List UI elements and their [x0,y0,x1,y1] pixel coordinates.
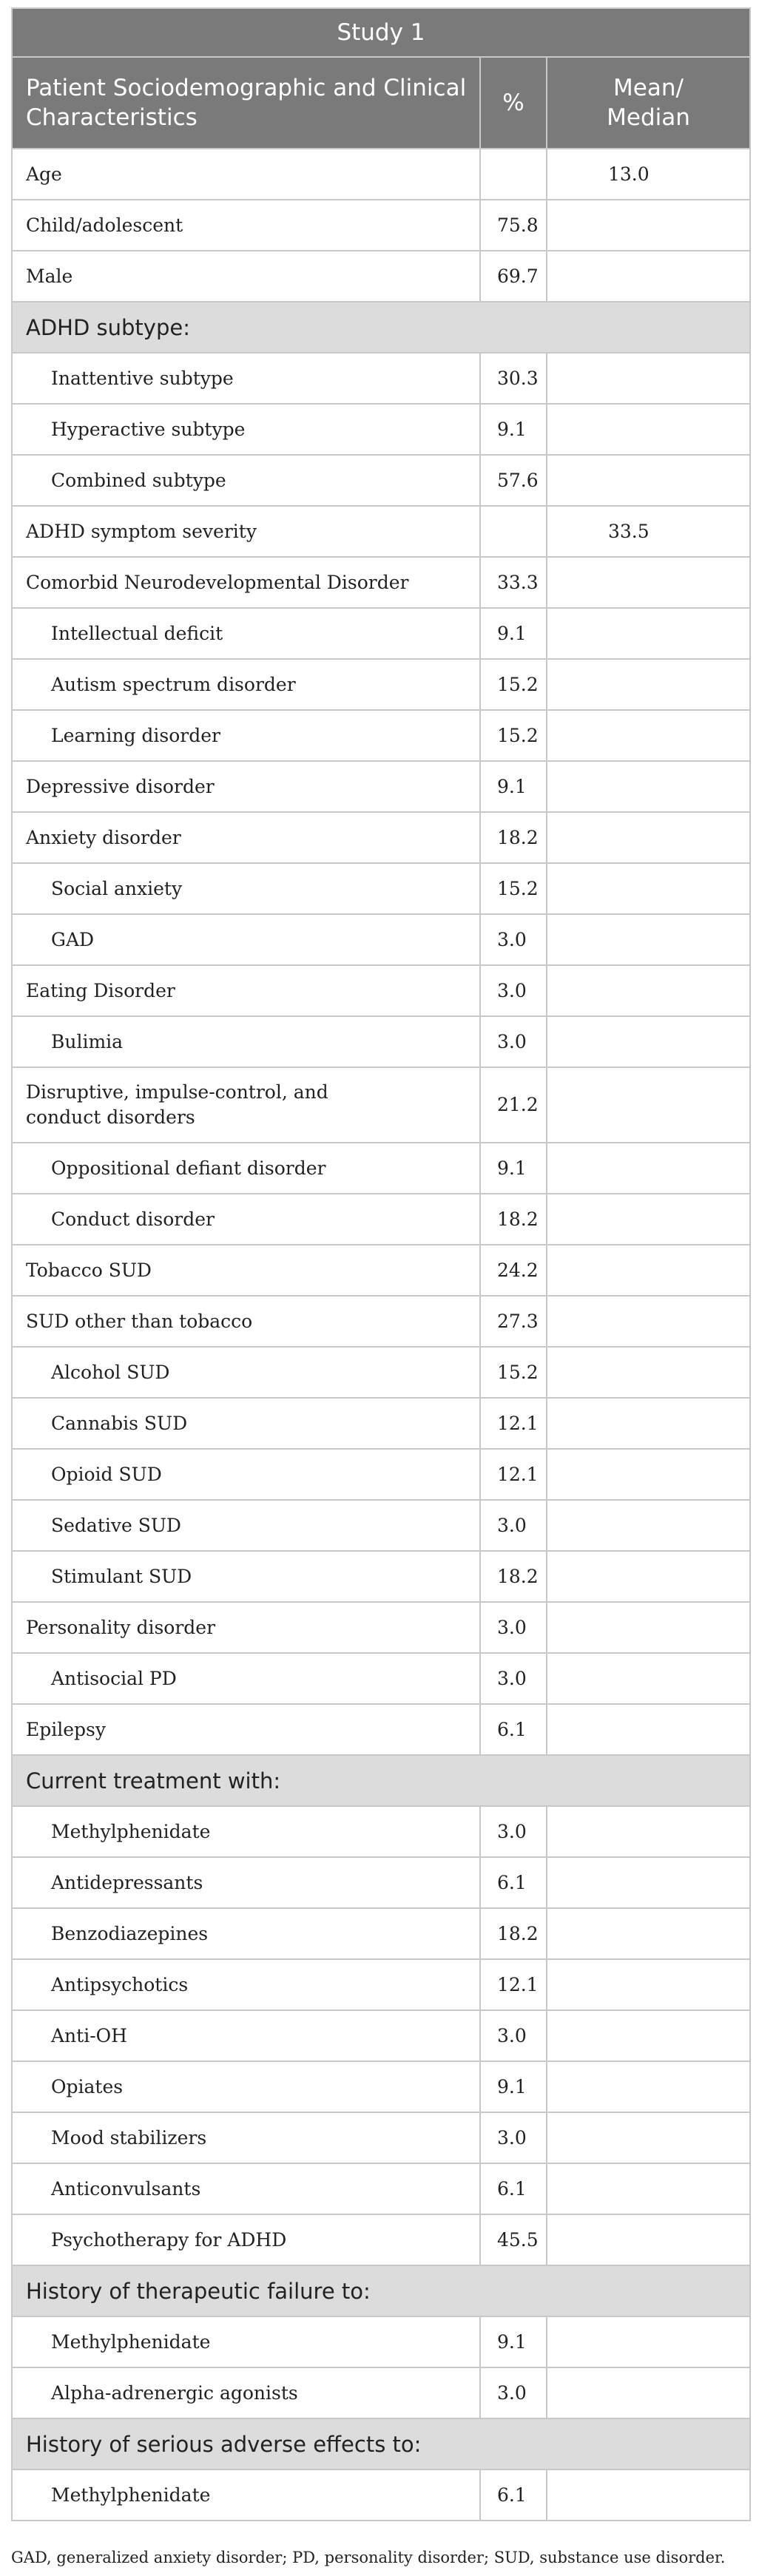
row-label: Disruptive, impulse-control, and conduct disorders [12,1067,480,1143]
row-percent: 12.1 [480,1398,547,1449]
row-label: Child/adolescent [12,200,480,251]
table-row [12,1908,750,1959]
row-mean-median [547,2367,750,2418]
row-percent: 69.7 [480,251,547,302]
section-header-row [12,302,750,353]
table-row [12,404,750,455]
row-mean-median [547,1067,750,1143]
table-row [12,914,750,965]
row-mean-median [547,1908,750,1959]
row-mean-median [547,1194,750,1245]
row-percent: 21.2 [480,1067,547,1143]
row-percent: 3.0 [480,914,547,965]
row-label: Comorbid Neurodevelopmental Disorder [12,557,480,608]
row-percent: 15.2 [480,1347,547,1398]
row-percent: 6.1 [480,1857,547,1908]
table-row [12,761,750,812]
table-row [12,2010,750,2061]
row-percent: 9.1 [480,2061,547,2112]
row-percent: 3.0 [480,2367,547,2418]
table-row [12,200,750,251]
table-row [12,1500,750,1551]
row-mean-median [547,1653,750,1704]
row-percent: 45.5 [480,2214,547,2265]
row-label: Tobacco SUD [12,1245,480,1296]
row-mean-median [547,1016,750,1067]
row-label: Methylphenidate [12,2316,480,2367]
row-percent: 3.0 [480,2112,547,2163]
table-row [12,1067,750,1143]
row-label: Methylphenidate [12,2469,480,2521]
row-mean-median [547,1296,750,1347]
table-row [12,1551,750,1602]
row-mean-median [547,404,750,455]
table-row [12,2469,750,2521]
table-row [12,1806,750,1857]
table-row [12,506,750,557]
table-row [12,1959,750,2010]
table-row [12,659,750,710]
row-percent [480,506,547,557]
row-label: ADHD symptom severity [12,506,480,557]
row-label: Oppositional defiant disorder [12,1143,480,1194]
table-body [12,149,750,2521]
row-mean-median [547,1602,750,1653]
row-percent: 3.0 [480,1500,547,1551]
row-mean-median: 33.5 [547,506,750,557]
table-row [12,965,750,1016]
table-row [12,2214,750,2265]
row-label: Bulimia [12,1016,480,1067]
row-label: Benzodiazepines [12,1908,480,1959]
table-title: Study 1 [12,8,750,57]
row-percent: 12.1 [480,1959,547,2010]
section-header-label: Current treatment with: [12,1755,750,1806]
row-label: Alcohol SUD [12,1347,480,1398]
row-percent: 3.0 [480,2010,547,2061]
row-label: Epilepsy [12,1704,480,1755]
row-mean-median: 13.0 [547,149,750,200]
row-label: Cannabis SUD [12,1398,480,1449]
row-percent: 18.2 [480,812,547,863]
row-percent: 33.3 [480,557,547,608]
row-label: Anxiety disorder [12,812,480,863]
row-percent [480,149,547,200]
row-mean-median [547,2316,750,2367]
row-percent: 9.1 [480,2316,547,2367]
table-row [12,2061,750,2112]
section-header-row [12,2418,750,2469]
row-label: Mood stabilizers [12,2112,480,2163]
row-percent: 18.2 [480,1194,547,1245]
row-mean-median [547,965,750,1016]
row-label: Male [12,251,480,302]
row-percent: 9.1 [480,404,547,455]
column-header-characteristics: Patient Sociodemographic and Clinical Characteristics [12,57,480,149]
row-percent: 75.8 [480,200,547,251]
row-mean-median [547,608,750,659]
row-label: Hyperactive subtype [12,404,480,455]
row-label: GAD [12,914,480,965]
table-row [12,1449,750,1500]
row-mean-median [547,1500,750,1551]
row-mean-median [547,455,750,506]
row-mean-median [547,812,750,863]
row-label: SUD other than tobacco [12,1296,480,1347]
row-mean-median [547,1857,750,1908]
row-mean-median [547,1347,750,1398]
row-percent: 3.0 [480,1653,547,1704]
table-row [12,710,750,761]
table-row [12,812,750,863]
row-label: Antisocial PD [12,1653,480,1704]
table-row [12,863,750,914]
row-label: Opiates [12,2061,480,2112]
row-mean-median [547,1704,750,1755]
row-mean-median [547,1245,750,1296]
row-label: Methylphenidate [12,1806,480,1857]
row-percent: 3.0 [480,1602,547,1653]
table-row [12,353,750,404]
table-row [12,1016,750,1067]
section-header-label: History of serious adverse effects to: [12,2418,750,2469]
row-label: Anticonvulsants [12,2163,480,2214]
row-label: Opioid SUD [12,1449,480,1500]
row-mean-median [547,2163,750,2214]
row-percent: 15.2 [480,863,547,914]
row-mean-median [547,353,750,404]
row-percent: 9.1 [480,1143,547,1194]
row-mean-median [547,1551,750,1602]
row-percent: 15.2 [480,710,547,761]
row-percent: 18.2 [480,1908,547,1959]
row-percent: 18.2 [480,1551,547,1602]
row-mean-median [547,1959,750,2010]
row-percent: 24.2 [480,1245,547,1296]
column-header-mean-median: Mean/ Median [547,57,750,149]
row-mean-median [547,251,750,302]
table-row [12,2163,750,2214]
section-header-label: History of therapeutic failure to: [12,2265,750,2316]
row-mean-median [547,761,750,812]
row-label: Combined subtype [12,455,480,506]
row-label: Age [12,149,480,200]
row-mean-median [547,200,750,251]
table-row [12,1857,750,1908]
row-mean-median [547,1398,750,1449]
table-row [12,608,750,659]
row-label: Learning disorder [12,710,480,761]
row-label: Sedative SUD [12,1500,480,1551]
row-mean-median [547,2061,750,2112]
row-mean-median [547,2469,750,2521]
row-mean-median [547,2214,750,2265]
row-percent: 3.0 [480,1016,547,1067]
table-row [12,1245,750,1296]
table-footnote: GAD, generalized anxiety disorder; PD, personality disorder; SUD, substance use disorder. [11,2549,726,2566]
table-row [12,2112,750,2163]
row-percent: 30.3 [480,353,547,404]
row-mean-median [547,914,750,965]
row-mean-median [547,1449,750,1500]
table-row [12,1347,750,1398]
row-label: Autism spectrum disorder [12,659,480,710]
row-percent: 3.0 [480,965,547,1016]
table-row [12,1653,750,1704]
row-percent: 27.3 [480,1296,547,1347]
row-label: Antipsychotics [12,1959,480,2010]
row-mean-median [547,2010,750,2061]
table-row [12,1398,750,1449]
row-label: Eating Disorder [12,965,480,1016]
characteristics-table [11,7,751,2521]
table-row [12,557,750,608]
row-percent: 9.1 [480,761,547,812]
column-header-percent: % [480,57,547,149]
row-mean-median [547,1806,750,1857]
row-label: Psychotherapy for ADHD [12,2214,480,2265]
row-mean-median [547,2112,750,2163]
row-percent: 57.6 [480,455,547,506]
section-header-label: ADHD subtype: [12,302,750,353]
table-row [12,1194,750,1245]
row-label: Antidepressants [12,1857,480,1908]
table-row [12,1143,750,1194]
row-label: Inattentive subtype [12,353,480,404]
section-header-row [12,1755,750,1806]
row-label: Conduct disorder [12,1194,480,1245]
table-row [12,1704,750,1755]
row-mean-median [547,710,750,761]
title-row [12,8,750,57]
table-row [12,1602,750,1653]
row-percent: 12.1 [480,1449,547,1500]
table-row [12,2316,750,2367]
row-label: Stimulant SUD [12,1551,480,1602]
row-percent: 6.1 [480,2469,547,2521]
table-row [12,455,750,506]
row-percent: 9.1 [480,608,547,659]
table-row [12,1296,750,1347]
row-mean-median [547,1143,750,1194]
row-label: Alpha-adrenergic agonists [12,2367,480,2418]
table-row [12,251,750,302]
row-label: Social anxiety [12,863,480,914]
row-label: Anti-OH [12,2010,480,2061]
row-percent: 15.2 [480,659,547,710]
row-label: Intellectual deficit [12,608,480,659]
row-label: Personality disorder [12,1602,480,1653]
section-header-row [12,2265,750,2316]
row-mean-median [547,863,750,914]
table-row [12,2367,750,2418]
row-percent: 3.0 [480,1806,547,1857]
row-percent: 6.1 [480,2163,547,2214]
table-row [12,149,750,200]
row-percent: 6.1 [480,1704,547,1755]
header-row [12,57,750,149]
row-mean-median [547,557,750,608]
row-label: Depressive disorder [12,761,480,812]
row-mean-median [547,659,750,710]
